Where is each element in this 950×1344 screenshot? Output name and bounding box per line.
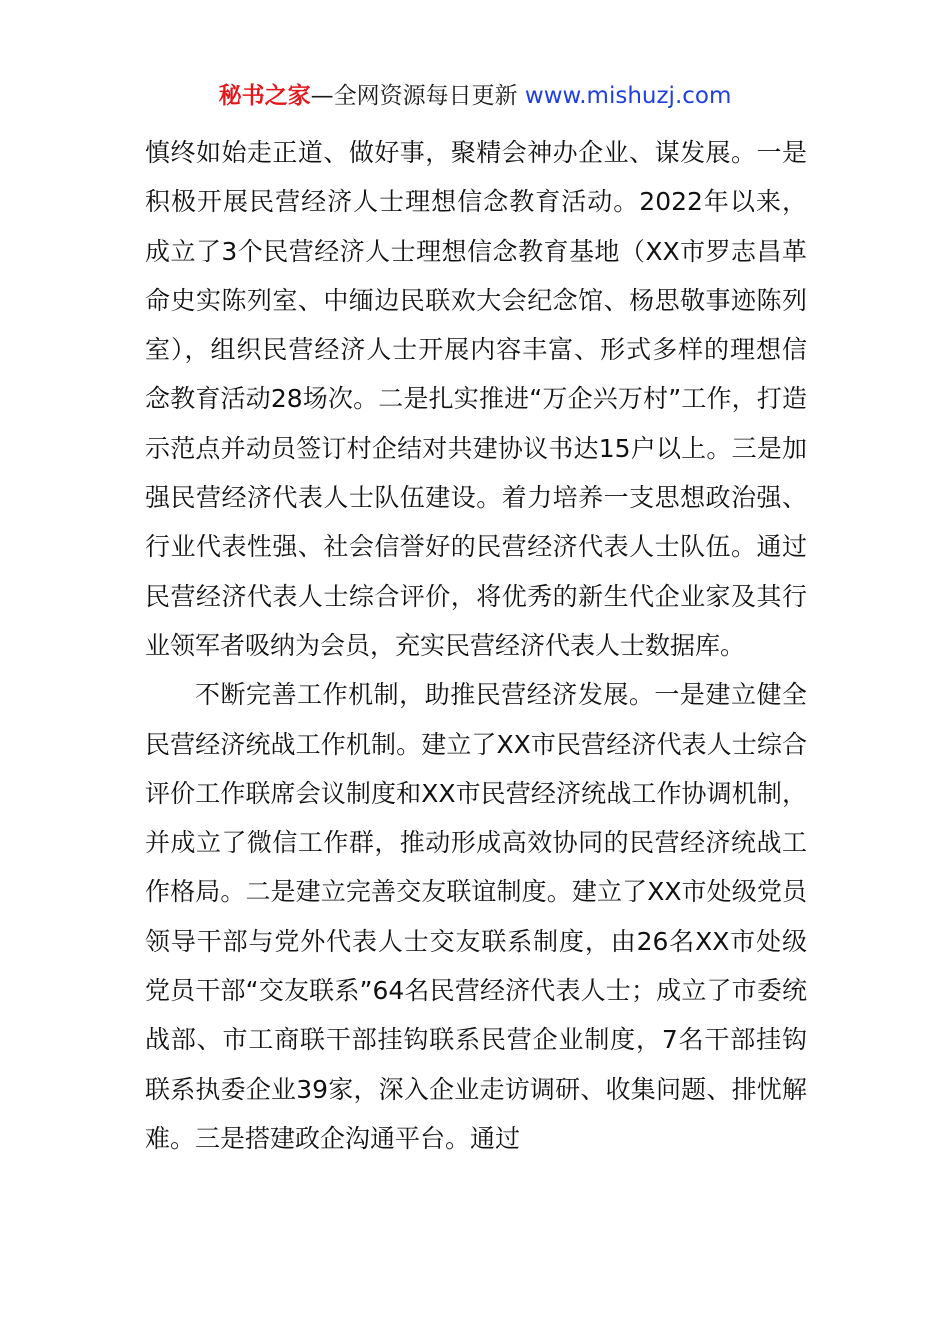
paragraph-2: 不断完善工作机制，助推民营经济发展。一是建立健全民营经济统战工作机制。建立了XX市民营经济代表人士综合评价工作联席会议制度和XX市民营经济统战工作协调机制，并成立了微信工作群，推动形成高效协同的民营经济统战工作格局。二是建立完善交友联谊制度。建立了XX市处级党员领导干部与党外代表人士交友联系制度，由26名XX市处级党员干部“交友联系”64名民营经济代表人士；成立了市委统战部、市工商联干部挂钩联系民营企业制度，7名干部挂钩联系执委企业39家，深入企业走访调研、收集问题、排忧解难。三是搭建政企沟通平台。通过 — [145, 680, 807, 1153]
site-url-link[interactable]: www.mishuzj.com — [524, 83, 732, 109]
site-tagline: —全网资源每日更新 — [310, 83, 518, 109]
site-header — [0, 80, 950, 112]
site-brand: 秘书之家 — [218, 83, 311, 109]
paragraph-1: 慎终如始走正道、做好事，聚精会神办企业、谋发展。一是积极开展民营经济人士理想信念教育活动。2022年以来，成立了3个民营经济人士理想信念教育基地（XX市罗志昌革命史实陈列室、中缅边民联欢大会纪念馆、杨思敬事迹陈列室），组织民营经济人士开展内容丰富、形式多样的理想信念教育活动28场次。二是扎实推进“万企兴万村”工作，打造示范点并动员签订村企结对共建协议书达15户以上。三是加强民营经济代表人士队伍建设。着力培养一支思想政治强、行业代表性强、社会信誉好的民营经济代表人士队伍。通过民营经济代表人士综合评价，将优秀的新生代企业家及其行业领军者吸纳为会员，充实民营经济代表人士数据库。 — [145, 138, 807, 660]
document-body — [145, 128, 807, 1163]
